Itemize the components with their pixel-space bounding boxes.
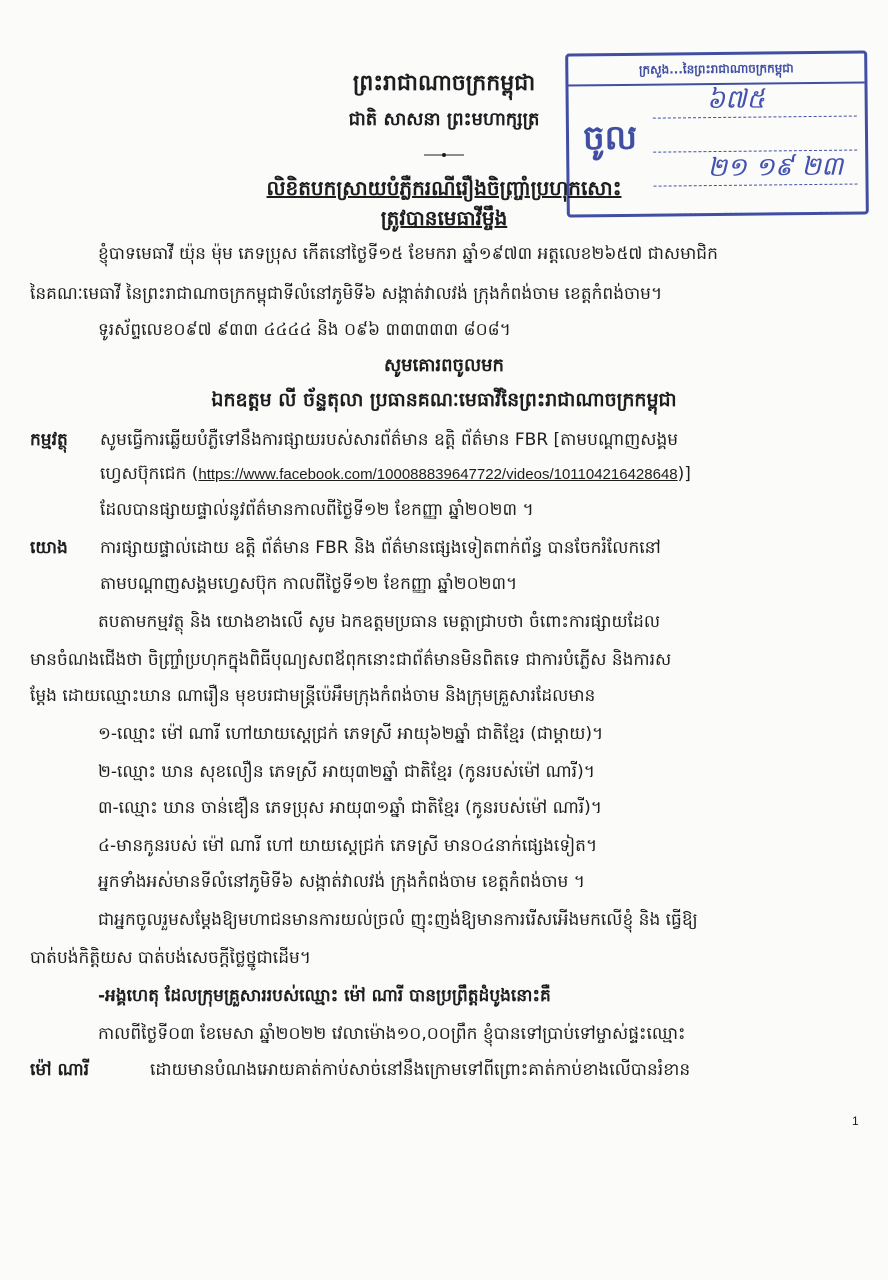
- stamp-number-row: [653, 84, 857, 119]
- facts-line-1: កាលពីថ្ងៃទី០៣ ខែមេសា ឆ្នាំ២០២២ វេលាម៉ោង១០,០០ព្រឹក ខ្ញុំបានទៅប្រាប់ទៅម្ចាស់ផ្ទះឈ្មោះ: [98, 1024, 686, 1044]
- stamp-row-empty: [653, 124, 857, 153]
- residence-line: អ្នកទាំងអស់មានទីលំនៅភូមិទី៦ សង្កាត់វាលវង់ ក្រុងកំពង់ចាម ខេត្តកំពង់ចាម ។: [98, 872, 585, 892]
- list-item-4: ៤-មានកូនរបស់ ម៉ៅ ណារី ហៅ យាយស្តេជ្រក់ ភេទស្រី មាន០៤នាក់ផ្សេងទៀត។: [98, 836, 598, 856]
- list-item-3: ៣-ឈ្មោះ ឃាន ចាន់ឌឿន ភេទប្រុស អាយុ៣១ឆ្នាំ ជាតិខ្មែរ (កូនរបស់ម៉ៅ ណារី)។: [98, 798, 602, 818]
- stamp-label: ចូល: [582, 117, 638, 159]
- list-item-1: ១-ឈ្មោះ ម៉ៅ ណារី ហៅយាយស្តេជ្រក់ ភេទស្រី អាយុ៦២ឆ្នាំ ជាតិខ្មែរ (ជាម្តាយ)។: [98, 724, 604, 744]
- addressee: ឯកឧត្តម លី ច័ន្ទតុលា ប្រធានគណៈមេធាវីនៃព្រះរាជាណាចក្រកម្ពុជា: [211, 389, 677, 411]
- subject-line-2: [100, 462, 691, 487]
- reference-line-1: ការផ្សាយផ្ទាល់ដោយ ឧត្តិ ព័ត៌មាន FBR និង ព័ត៌មានផ្សេងទៀតពាក់ព័ន្ធ បានចែករំលែកនៅ: [100, 538, 661, 558]
- national-motto: ជាតិ សាសនា ព្រះមហាក្សត្រ: [348, 109, 540, 130]
- stamp-title: ក្រសួង...នៃព្រះរាជាណាចក្រកម្ពុជា: [568, 53, 864, 86]
- body-line-1: តបតាមកម្មវត្ថុ និង យោងខាងលើ សូម ឯកឧត្តមប្រធាន មេត្តាជ្រាបថា ចំពោះការផ្សាយដែល: [98, 612, 661, 632]
- subject-line-2-suffix: )]: [677, 464, 691, 484]
- list-item-2: ២-ឈ្មោះ ឃាន សុខលឿន ភេទស្រី អាយុ៣២ឆ្នាំ ជាតិខ្មែរ (កូនរបស់ម៉ៅ ណារី)។: [98, 762, 595, 782]
- reference-label: យោង: [30, 538, 68, 558]
- facts-name: ម៉ៅ ណារី: [30, 1060, 90, 1080]
- subject-line-3: ដែលបានផ្សាយផ្ទាល់នូវព័ត៌មានកាលពីថ្ងៃទី១២ ខែកញ្ញា ឆ្នាំ២០២៣ ។: [100, 500, 534, 520]
- respect-line: សូមគោរពចូលមក: [384, 355, 504, 376]
- facts-heading: -អង្គហេតុ ដែលក្រុមគ្រួសាររបស់ឈ្មោះ ម៉ៅ ណារី បានប្រព្រឹត្តដំបូងនោះគឺ: [98, 986, 551, 1006]
- intro-line-3: ទូរស័ព្ទលេខ០៩៧ ៩៣៣ ៤៤៤៤ និង ០៩៦ ៣៣៣៣៣ ៨០៨។: [98, 320, 511, 340]
- facts-line-2: ដោយមានបំណងអោយគាត់កាប់សាច់នៅនឹងក្រោមទៅពីព្រោះគាត់កាប់ខាងលើបានរំខាន: [150, 1060, 691, 1080]
- stamp-date: ២១ ១៩ ២៣: [707, 151, 844, 184]
- participation-line-1: ជាអ្នកចូលរួមសម្តែងឱ្យមហាជនមានការយល់ច្រលំ ញុះញង់ឱ្យមានការរើសអើងមកលើខ្ញុំ និង ធ្វើឱ្យ: [98, 910, 698, 930]
- subject-line-2-prefix: ហ្វេសប៊ុកជេក (: [100, 464, 199, 484]
- document-heading: លិខិតបកស្រាយបំភ្លឺករណីរឿងចិញ្ច្រាំប្រហុកសោះ: [266, 176, 622, 200]
- subject-label: កម្មវត្ថុ: [30, 430, 68, 450]
- body-line-2: មានចំណងជើងថា ចិញ្ច្រាំប្រហុកក្នុងពិធីបុណ្យសពឪពុកនោះជាព័ត៌មានមិនពិតទេ ជាការបំភ្លើស និងការស: [30, 650, 672, 670]
- page-number: 1: [852, 1114, 859, 1128]
- intro-line-2: នៃគណៈមេធាវី នៃព្រះរាជាណាចក្រកម្ពុជាទីលំនៅភូមិទី៦ សង្កាត់វាលវង់ ក្រុងកំពង់ចាម ខេត្តកំពង់ចាម។: [30, 284, 663, 304]
- reference-line-2: តាមបណ្តាញសង្គមហ្វេសប៊ុក កាលពីថ្ងៃទី១២ ខែកញ្ញា ឆ្នាំ២០២៣។: [100, 574, 518, 594]
- facebook-video-link[interactable]: https://www.facebook.com/100088839647722/videos/101104216428648: [198, 466, 678, 483]
- stamp-number: ៦៧៥: [706, 84, 765, 116]
- participation-line-2: បាត់បង់កិត្តិយស បាត់បង់សេចក្តីថ្លៃថ្នូជាដើម។: [30, 948, 311, 968]
- kingdom-title: ព្រះរាជាណាចក្រកម្ពុជា: [352, 71, 536, 96]
- subject-line-1: សូមធ្វើការឆ្លើយបំភ្លឺទៅនឹងការផ្សាយរបស់សារព័ត៌មាន ឧត្តិ ព័ត៌មាន FBR [តាមបណ្តាញសង្គម: [100, 430, 679, 450]
- document-heading-2: ត្រូវបានមេធាវីម្ចឹង: [380, 206, 508, 230]
- intro-line-1: ខ្ញុំបាទមេធាវី យ៉ុន ម៉ុម ភេទប្រុស កើតនៅថ្ងៃទី១៥ ខែមករា ឆ្នាំ១៩៧៣ អត្តលេខ២៦៥៧ ជាសមាជិក: [98, 244, 718, 264]
- body-line-3: ម្តែង ដោយឈ្មោះឃាន ណារឿន មុខបរជាមន្ត្រីប៉េអឹមក្រុងកំពង់ចាម និងក្រុមគ្រួសារដែលមាន: [30, 686, 596, 706]
- divider-ornament-icon: [424, 152, 464, 158]
